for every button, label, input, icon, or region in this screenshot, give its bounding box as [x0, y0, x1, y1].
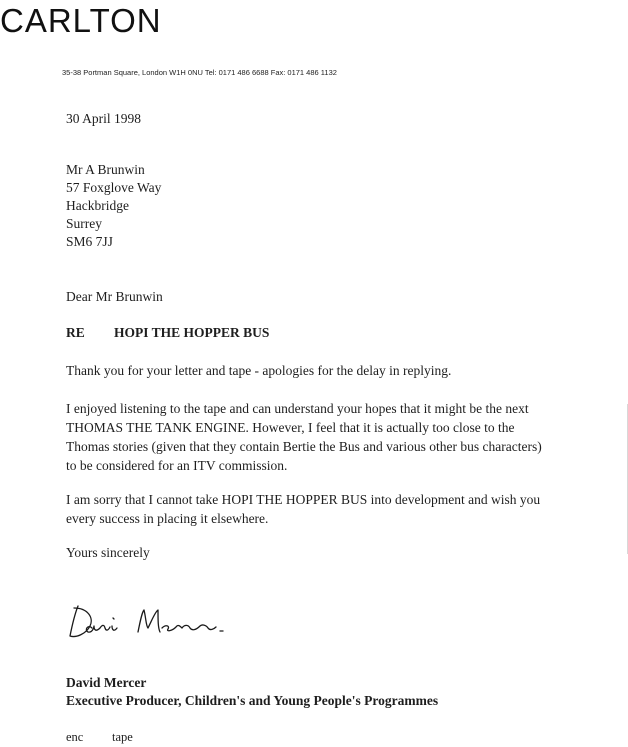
closing: Yours sincerely: [66, 545, 150, 560]
recipient-postcode: SM6 7JJ: [66, 234, 113, 249]
body-paragraph-3: [66, 491, 540, 529]
recipient-street: 57 Foxglove Way: [66, 180, 162, 195]
body-paragraph-2: [66, 400, 542, 476]
subject-label: RE: [66, 325, 85, 340]
company-logo: CARLTON: [0, 2, 162, 39]
paragraph-line: to be considered for an ITV commission.: [66, 458, 288, 473]
subject-text: HOPI THE HOPPER BUS: [114, 325, 270, 340]
paragraph-line: I am sorry that I cannot take HOPI THE HOPPER BUS into development and wish you: [66, 492, 541, 507]
salutation: Dear Mr Brunwin: [66, 289, 163, 304]
paragraph-line: Thomas stories (given that they contain Bertie the Bus and various other bus characters): [66, 439, 542, 454]
recipient-name: Mr A Brunwin: [66, 162, 145, 177]
recipient-county: Surrey: [66, 216, 102, 231]
recipient-address: [66, 161, 161, 251]
letter-date: 30 April 1998: [66, 111, 142, 126]
letterhead-address: 35-38 Portman Square, London W1H 0NU Tel: 0171 486 6688 Fax: 0171 486 1132: [62, 68, 337, 77]
paragraph-line: every success in placing it elsewhere.: [66, 511, 269, 526]
paragraph-line: I enjoyed listening to the tape and can understand your hopes that it might be the next: [66, 401, 529, 416]
enclosure-line: [66, 728, 133, 746]
sender-title: Executive Producer, Children's and Young People's Programmes: [66, 693, 439, 708]
handwritten-signature: [60, 598, 250, 646]
paragraph-line: THOMAS THE TANK ENGINE. However, I feel that it is actually too close to the: [66, 420, 515, 435]
sender-name: David Mercer: [66, 675, 147, 690]
subject-line: [66, 324, 269, 342]
body-paragraph-1: Thank you for your letter and tape - apologies for the delay in replying.: [66, 363, 452, 378]
enclosure-label: enc: [66, 730, 84, 744]
recipient-town: Hackbridge: [66, 198, 129, 213]
enclosure-item: tape: [112, 730, 133, 744]
